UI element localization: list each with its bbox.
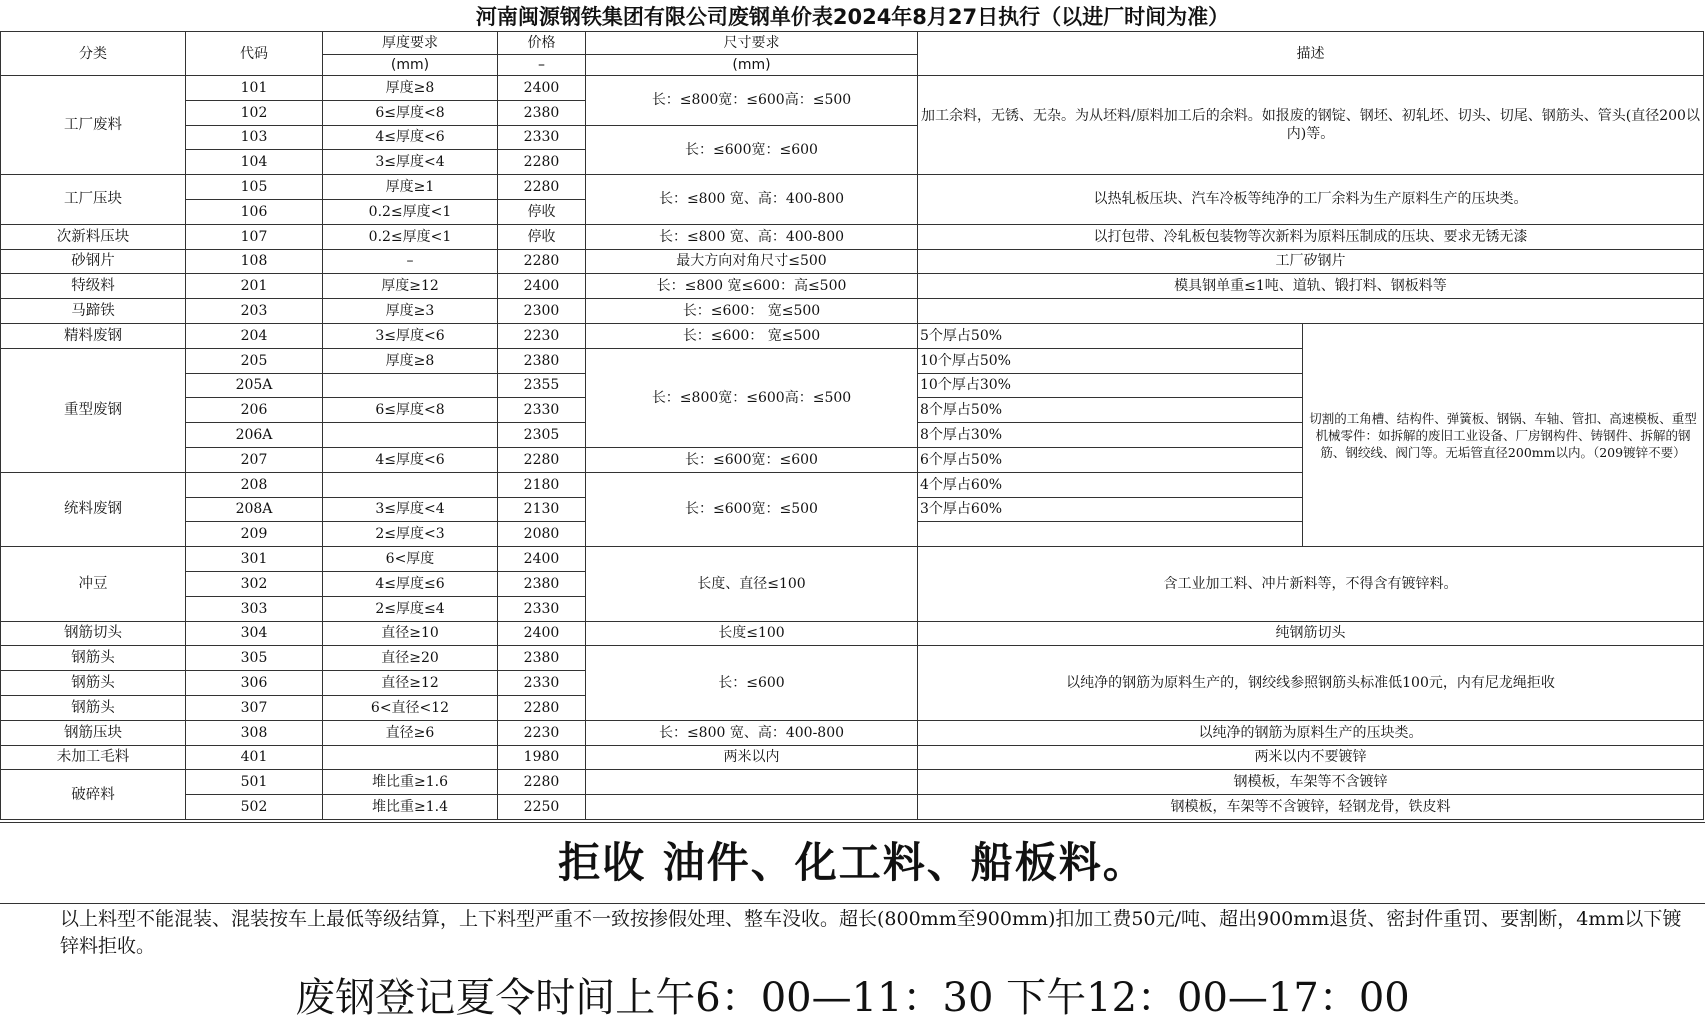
thickness-cell: 6<厚度	[323, 547, 498, 572]
category-cell: 重型废钢	[1, 348, 186, 472]
code-cell: 305	[186, 646, 323, 671]
code-cell: 401	[186, 745, 323, 770]
size-cell: 长：≤600宽：≤500	[586, 472, 918, 546]
category-cell: 统料废钢	[1, 472, 186, 546]
thickness-cell: 4≤厚度≤6	[323, 571, 498, 596]
category-cell: 砂钢片	[1, 249, 186, 274]
price-cell: 2380	[498, 348, 586, 373]
desc-cell: 加工余料，无锈、无杂。为从坯料/原料加工后的余料。如报废的钢锭、钢坯、初轧坯、切头、切尾、钢筋头、管头(直径200以内)等。	[918, 76, 1704, 175]
size-cell-empty	[586, 795, 918, 820]
category-cell: 特级料	[1, 274, 186, 299]
header-size-unit: (mm)	[586, 55, 918, 76]
category-cell: 钢筋切头	[1, 621, 186, 646]
ratio-cell: 3个厚占60%	[918, 497, 1303, 522]
price-cell: 2305	[498, 423, 586, 448]
price-cell: 2400	[498, 621, 586, 646]
desc-cell: 钢模板，车架等不含镀锌，轻钢龙骨，铁皮料	[918, 795, 1704, 820]
code-cell: 302	[186, 571, 323, 596]
size-cell: 长：≤800宽：≤600高：≤500	[586, 76, 918, 126]
desc-cell: 钢模板，车架等不含镀锌	[918, 770, 1704, 795]
header-code: 代码	[186, 32, 323, 76]
price-cell: 2280	[498, 175, 586, 200]
header-desc: 描述	[918, 32, 1704, 76]
size-cell: 长度、直径≤100	[586, 547, 918, 621]
code-cell: 204	[186, 323, 323, 348]
thickness-cell: 3≤厚度<4	[323, 150, 498, 175]
code-cell: 501	[186, 770, 323, 795]
code-cell: 106	[186, 199, 323, 224]
ratio-cell: 10个厚占30%	[918, 373, 1303, 398]
price-cell: 2230	[498, 720, 586, 745]
price-cell: 2330	[498, 398, 586, 423]
heavy-desc-cell: 切割的工角槽、结构件、弹簧板、钢锅、车轴、管扣、高速模板、重型机械零件：如拆解的废旧工业设备、厂房钢构件、铸钢件、拆解的钢筋、钢绞线、阀门等。无垢管直径200mm以内。（209镀锌不要）	[1303, 323, 1704, 546]
code-cell: 304	[186, 621, 323, 646]
thickness-cell	[323, 745, 498, 770]
desc-cell: 以打包带、冷轧板包装物等次新料为原料压制成的压块、要求无锈无漆	[918, 224, 1704, 249]
category-cell: 次新料压块	[1, 224, 186, 249]
header-thickness-unit: (mm)	[323, 55, 498, 76]
desc-cell: 两米以内不要镀锌	[918, 745, 1704, 770]
price-cell: 停收	[498, 224, 586, 249]
price-cell: 2250	[498, 795, 586, 820]
price-cell: 2400	[498, 76, 586, 101]
code-cell: 107	[186, 224, 323, 249]
price-cell: 2080	[498, 522, 586, 547]
size-cell: 长：≤800 宽、高：400-800	[586, 224, 918, 249]
code-cell: 205A	[186, 373, 323, 398]
ratio-cell-empty	[918, 522, 1303, 547]
code-cell: 209	[186, 522, 323, 547]
category-cell: 破碎料	[1, 770, 186, 820]
size-cell: 长：≤800 宽、高：400-800	[586, 720, 918, 745]
page-title: 河南闽源钢铁集团有限公司废钢单价表2024年8月27日执行（以进厂时间为准）	[475, 5, 1230, 29]
code-cell: 105	[186, 175, 323, 200]
thickness-cell: –	[323, 249, 498, 274]
thickness-cell: 厚度≥12	[323, 274, 498, 299]
price-cell: 2180	[498, 472, 586, 497]
size-cell: 长：≤800 宽、高：400-800	[586, 175, 918, 225]
header-price: 价格	[498, 32, 586, 55]
code-cell: 502	[186, 795, 323, 820]
header-category: 分类	[1, 32, 186, 76]
thickness-cell	[323, 472, 498, 497]
size-cell: 长：≤600宽：≤600	[586, 447, 918, 472]
code-cell: 307	[186, 695, 323, 720]
size-cell: 长：≤800宽：≤600高：≤500	[586, 348, 918, 447]
thickness-cell: 堆比重≥1.6	[323, 770, 498, 795]
ratio-cell: 8个厚占50%	[918, 398, 1303, 423]
code-cell: 101	[186, 76, 323, 101]
code-cell: 301	[186, 547, 323, 572]
category-cell: 工厂压块	[1, 175, 186, 225]
desc-cell: 含工业加工料、冲片新料等，不得含有镀锌料。	[918, 547, 1704, 621]
thickness-cell: 2≤厚度≤4	[323, 596, 498, 621]
header-size: 尺寸要求	[586, 32, 918, 55]
thickness-cell: 6≤厚度<8	[323, 398, 498, 423]
code-cell: 306	[186, 671, 323, 696]
code-cell: 208A	[186, 497, 323, 522]
reject-notice: 拒收 油件、化工料、船板料。	[0, 822, 1705, 904]
thickness-cell: 厚度≥8	[323, 348, 498, 373]
category-cell: 钢筋压块	[1, 720, 186, 745]
code-cell: 108	[186, 249, 323, 274]
thickness-cell: 厚度≥8	[323, 76, 498, 101]
desc-cell: 纯钢筋切头	[918, 621, 1704, 646]
price-cell: 2355	[498, 373, 586, 398]
thickness-cell: 0.2≤厚度<1	[323, 199, 498, 224]
price-cell: 停收	[498, 199, 586, 224]
price-cell: 2400	[498, 274, 586, 299]
thickness-cell: 厚度≥1	[323, 175, 498, 200]
category-cell: 钢筋头	[1, 695, 186, 720]
thickness-cell: 直径≥12	[323, 671, 498, 696]
size-cell: 长：≤800 宽≤600：高≤500	[586, 274, 918, 299]
ratio-cell: 4个厚占60%	[918, 472, 1303, 497]
desc-cell: 以纯净的钢筋为原料生产的压块类。	[918, 720, 1704, 745]
thickness-cell: 0.2≤厚度<1	[323, 224, 498, 249]
price-cell: 2230	[498, 323, 586, 348]
desc-cell: 模具钢单重≤1吨、道轨、锻打料、钢板料等	[918, 274, 1704, 299]
price-cell: 2280	[498, 150, 586, 175]
thickness-cell: 堆比重≥1.4	[323, 795, 498, 820]
header-price-unit: –	[498, 55, 586, 76]
desc-cell: 以热轧板压块、汽车冷板等纯净的工厂余料为生产原料生产的压块类。	[918, 175, 1704, 225]
code-cell: 102	[186, 100, 323, 125]
desc-cell: 工厂矽钢片	[918, 249, 1704, 274]
price-cell: 2280	[498, 695, 586, 720]
code-cell: 207	[186, 447, 323, 472]
thickness-cell: 厚度≥3	[323, 299, 498, 324]
thickness-cell: 6≤厚度<8	[323, 100, 498, 125]
category-cell: 钢筋头	[1, 646, 186, 671]
size-cell: 长：≤600宽：≤600	[586, 125, 918, 175]
thickness-cell: 2≤厚度<3	[323, 522, 498, 547]
thickness-cell: 直径≥6	[323, 720, 498, 745]
code-cell: 208	[186, 472, 323, 497]
size-cell: 长：≤600： 宽≤500	[586, 299, 918, 324]
code-cell: 203	[186, 299, 323, 324]
category-cell: 未加工毛料	[1, 745, 186, 770]
price-cell: 2330	[498, 125, 586, 150]
size-cell: 长度≤100	[586, 621, 918, 646]
price-cell: 2330	[498, 596, 586, 621]
thickness-cell	[323, 423, 498, 448]
ratio-cell: 8个厚占30%	[918, 423, 1303, 448]
desc-cell: 以纯净的钢筋为原料生产的，钢绞线参照钢筋头标准低100元，内有尼龙绳拒收	[918, 646, 1704, 720]
ratio-cell: 6个厚占50%	[918, 447, 1303, 472]
category-cell: 冲豆	[1, 547, 186, 621]
size-cell: 最大方向对角尺寸≤500	[586, 249, 918, 274]
code-cell: 206	[186, 398, 323, 423]
category-cell: 精料废钢	[1, 323, 186, 348]
thickness-cell: 4≤厚度<6	[323, 447, 498, 472]
rules-notes: 以上料型不能混装、混装按车上最低等级结算，上下料型严重不一致按掺假处理、整车没收。超长(800mm至900mm)扣加工费50元/吨、超出900mm退货、密封件重罚、要割断，4mm以下镀锌料拒收。	[60, 908, 1682, 957]
price-cell: 2300	[498, 299, 586, 324]
code-cell: 308	[186, 720, 323, 745]
thickness-cell: 直径≥20	[323, 646, 498, 671]
code-cell: 303	[186, 596, 323, 621]
category-cell: 钢筋头	[1, 671, 186, 696]
size-cell: 长：≤600： 宽≤500	[586, 323, 918, 348]
ratio-cell: 10个厚占50%	[918, 348, 1303, 373]
price-cell: 2130	[498, 497, 586, 522]
size-cell: 长：≤600	[586, 646, 918, 720]
code-cell: 201	[186, 274, 323, 299]
thickness-cell: 3≤厚度<4	[323, 497, 498, 522]
code-cell: 103	[186, 125, 323, 150]
thickness-cell	[323, 373, 498, 398]
code-cell: 205	[186, 348, 323, 373]
header-thickness: 厚度要求	[323, 32, 498, 55]
price-cell: 2280	[498, 447, 586, 472]
price-cell: 2400	[498, 547, 586, 572]
price-cell: 2330	[498, 671, 586, 696]
category-cell: 工厂废料	[1, 76, 186, 175]
registration-hours: 废钢登记夏令时间上午6：00—11：30 下午12：00—17：00	[295, 975, 1410, 1021]
price-cell: 2380	[498, 646, 586, 671]
ratio-cell: 5个厚占50%	[918, 323, 1303, 348]
thickness-cell: 3≤厚度<6	[323, 323, 498, 348]
category-cell: 马蹄铁	[1, 299, 186, 324]
price-cell: 2280	[498, 249, 586, 274]
price-cell: 1980	[498, 745, 586, 770]
desc-cell	[918, 299, 1704, 324]
code-cell: 206A	[186, 423, 323, 448]
thickness-cell: 6<直径<12	[323, 695, 498, 720]
price-cell: 2280	[498, 770, 586, 795]
price-table	[0, 31, 1704, 820]
size-cell: 两米以内	[586, 745, 918, 770]
thickness-cell: 直径≥10	[323, 621, 498, 646]
code-cell: 104	[186, 150, 323, 175]
size-cell-empty	[586, 770, 918, 795]
price-cell: 2380	[498, 571, 586, 596]
price-cell: 2380	[498, 100, 586, 125]
thickness-cell: 4≤厚度<6	[323, 125, 498, 150]
